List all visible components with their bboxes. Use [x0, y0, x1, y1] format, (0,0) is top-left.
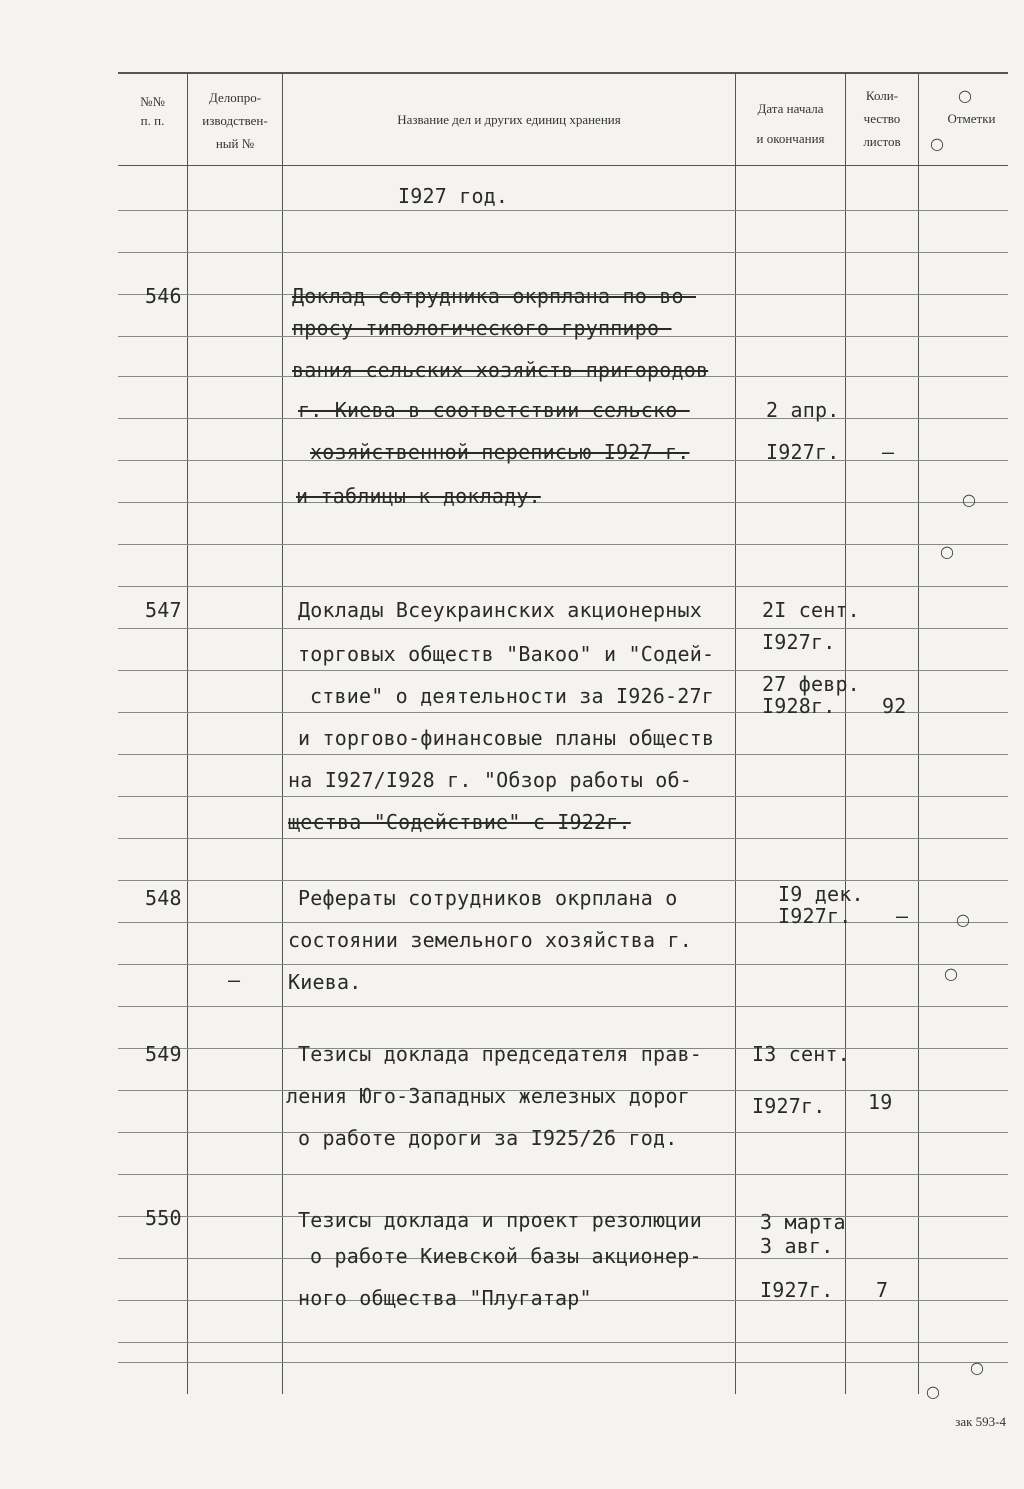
entry-546-date-end: I927г.: [766, 440, 840, 464]
header-col-notes: Отметки: [947, 111, 996, 126]
circle-mark-icon: ○: [944, 964, 958, 983]
entry-546-sheets: –: [882, 440, 895, 464]
entry-548-date-end: I927г.: [778, 904, 852, 928]
header-col-dates-line-1: Дата начала: [757, 101, 824, 116]
entry-549-title-line-2: ления Юго-Западных железных дорог: [286, 1084, 690, 1108]
ruled-line: [118, 922, 1008, 923]
ruled-line: [118, 628, 1008, 629]
divider-title-dates: [735, 74, 736, 1394]
entry-550-title-line-3: ного общества "Плугатар": [298, 1286, 592, 1310]
ruled-line: [118, 502, 1008, 503]
entry-550-date-end: 3 авг.: [760, 1234, 834, 1258]
entry-549-date-start: I3 сент.: [752, 1042, 850, 1066]
entry-550-date-start: 3 марта: [760, 1210, 846, 1234]
ruled-line: [118, 1174, 1008, 1175]
divider-num-office: [187, 74, 188, 1394]
entry-549-sheets: 19: [868, 1090, 893, 1114]
entry-547-title-line-4: и торгово-финансовые планы обществ: [298, 726, 715, 750]
entry-547-number: 547: [145, 598, 182, 622]
ruled-line: [118, 670, 1008, 671]
entry-549-date-end: I927г.: [752, 1094, 826, 1118]
ruled-line: [118, 796, 1008, 797]
entry-546-title-line-4: г. Киева в соответствии сельско-: [298, 398, 690, 422]
header-col-dates: [736, 94, 845, 154]
entry-549-title-line-3: о работе дороги за I925/26 год.: [298, 1126, 678, 1150]
header-col-num-line-2: п. п.: [140, 113, 165, 128]
header-col-sheets-line-3: листов: [863, 134, 901, 149]
divider-office-title: [282, 74, 283, 1394]
entry-547-title-line-3: ствие" о деятельности за I926-27г: [310, 684, 714, 708]
year-heading: I927 год.: [398, 184, 509, 208]
circle-mark-icon: ○: [940, 542, 954, 561]
entry-546-title-line-6: и таблицы к докладу.: [296, 484, 541, 508]
entry-546-number: 546: [145, 284, 182, 308]
entry-548-sheets: –: [896, 904, 909, 928]
entry-547-sheets: 92: [882, 694, 907, 718]
entry-546-title-line-1: Доклад сотрудника окрплана по во-: [292, 284, 696, 308]
ruled-line: [118, 964, 1008, 965]
header-col-office: [188, 86, 282, 155]
entry-548-title-line-3: Киева.: [288, 970, 362, 994]
divider-sheets-notes: [918, 74, 919, 1394]
entry-548-title-line-2: состоянии земельного хозяйства г.: [288, 928, 692, 952]
ruled-line: [118, 880, 1008, 881]
entry-546-title-line-5: хозяйственной переписью I927 г.: [310, 440, 690, 464]
header-col-title: Название дел и других единиц хранения: [397, 112, 621, 127]
entry-547-title-line-1: Доклады Всеукраинских акционерных: [298, 598, 702, 622]
circle-mark-icon: ○: [958, 86, 972, 105]
ruled-line: [118, 1342, 1008, 1343]
ruled-line: [118, 1006, 1008, 1007]
ruled-line: [118, 544, 1008, 545]
entry-550-date-year: I927г.: [760, 1278, 834, 1302]
entry-550-sheets: 7: [876, 1278, 889, 1302]
header-top-rule: [118, 72, 1008, 74]
entry-548-number: 548: [145, 886, 182, 910]
entry-548-office: –: [228, 968, 241, 992]
entry-547-title-line-5: на I927/I928 г. "Обзор работы об-: [288, 768, 692, 792]
header-col-office-line-1: Делопро-: [208, 90, 262, 105]
circle-mark-icon: ○: [956, 910, 970, 929]
header-col-office-line-2: изводствен-: [202, 113, 268, 128]
circle-mark-icon: ○: [970, 1358, 984, 1377]
entry-546-date-start: 2 апр.: [766, 398, 840, 422]
entry-549-number: 549: [145, 1042, 182, 1066]
entry-548-date-start: I9 дек.: [778, 882, 864, 906]
header-col-sheets-line-2: чество: [863, 111, 901, 126]
header-col-office-line-3: ный №: [215, 136, 255, 151]
ruled-line: [118, 712, 1008, 713]
circle-mark-icon: ○: [930, 134, 944, 153]
entry-547-date-end-day: 27 февр.: [762, 672, 860, 696]
header-bottom-rule: [118, 165, 1008, 166]
entry-547-date-start-day: 2I сент.: [762, 598, 860, 622]
entry-547-date-end-year: I928г.: [762, 694, 836, 718]
footer-order-number: зак 593-4: [955, 1414, 1006, 1429]
header-col-num-line-1: №№: [140, 94, 165, 109]
ruled-line: [118, 838, 1008, 839]
entry-546-title-line-3: вания сельских хозяйств пригородов: [292, 358, 709, 382]
header-col-num: [118, 92, 187, 130]
circle-mark-icon: ○: [926, 1382, 940, 1401]
entry-546-title-line-2: просу типологического группиро-: [292, 316, 672, 340]
entry-550-number: 550: [145, 1206, 182, 1230]
ruled-line: [118, 586, 1008, 587]
entry-550-title-line-1: Тезисы доклада и проект резолюции: [298, 1208, 702, 1232]
header-col-sheets: [846, 84, 918, 153]
header-col-dates-line-2: и окончания: [756, 131, 825, 146]
ruled-line: [118, 754, 1008, 755]
entry-547-title-line-6: щества "Содействие" с I922г.: [288, 810, 631, 834]
divider-dates-sheets: [845, 74, 846, 1394]
header-col-sheets-line-1: Коли-: [865, 88, 899, 103]
ruled-line: [118, 252, 1008, 253]
ruled-line: [118, 210, 1008, 211]
circle-mark-icon: ○: [962, 490, 976, 509]
entry-547-date-start-year: I927г.: [762, 630, 836, 654]
ruled-line: [118, 1362, 1008, 1363]
entry-550-title-line-2: о работе Киевской базы акционер-: [310, 1244, 702, 1268]
entry-548-title-line-1: Рефераты сотрудников окрплана о: [298, 886, 678, 910]
entry-547-title-line-2: торговых обществ "Вакоо" и "Содей-: [298, 642, 715, 666]
entry-549-title-line-1: Тезисы доклада председателя прав-: [298, 1042, 702, 1066]
